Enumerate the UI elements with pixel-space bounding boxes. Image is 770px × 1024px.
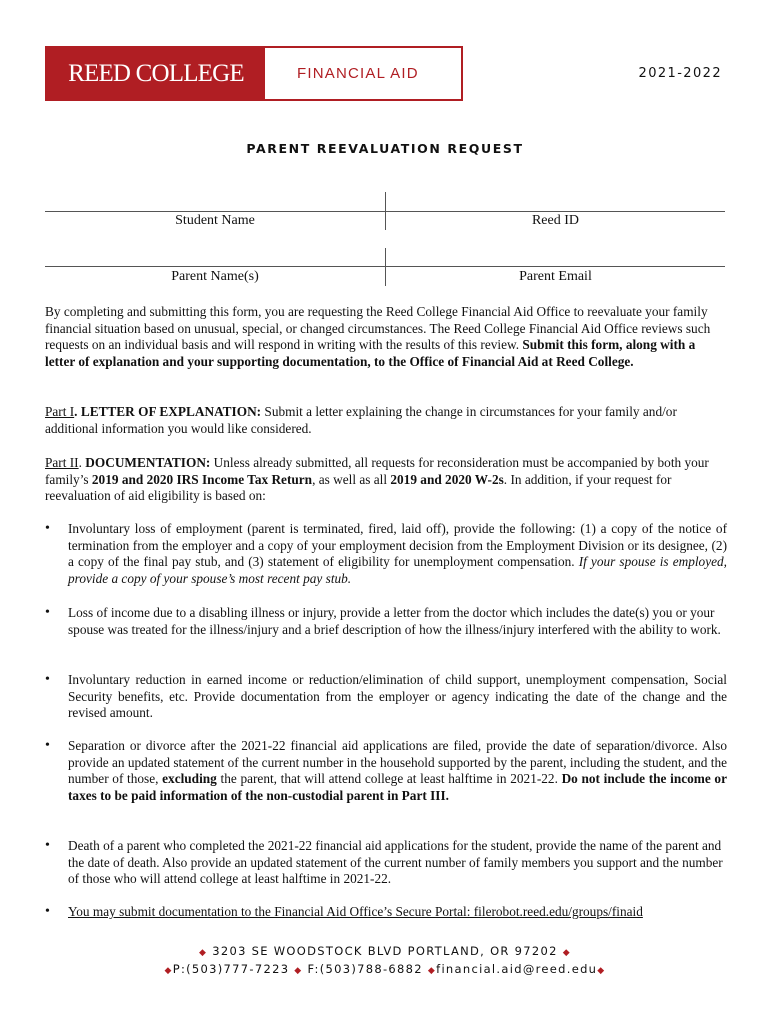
header-banner	[45, 46, 463, 101]
department-label: FINANCIAL AID	[297, 65, 419, 82]
secure-portal-link[interactable]: You may submit documentation to the Financial Aid Office’s Secure Portal: filerobot.reed.edu/groups/finaid	[68, 904, 643, 919]
bullet-icon: •	[45, 605, 50, 620]
part-1-paragraph: Part I. LETTER OF EXPLANATION: Submit a letter explaining the change in circumstances for your family and/or additional information you would like considered.	[45, 404, 677, 436]
bullet-icon: •	[45, 521, 50, 536]
email-link[interactable]: financial.aid@reed.edu	[436, 962, 598, 976]
phone: P:(503)777-7223	[172, 962, 290, 976]
diamond-icon: ◆	[562, 948, 571, 958]
diamond-icon: ◆	[164, 966, 173, 976]
footer-contact-line	[0, 962, 770, 976]
diamond-icon: ◆	[199, 948, 208, 958]
student-name-field[interactable]: Student Name	[175, 213, 255, 228]
reed-college-logo: REED COLLEGE	[47, 48, 265, 99]
academic-year: 2021-2022	[638, 66, 722, 81]
fax: F:(503)788-6882	[307, 962, 423, 976]
part-2-paragraph: Part II. DOCUMENTATION: Unless already submitted, all requests for reconsideration must be accompanied by both your family’s 2019 and 2020 IRS Income Tax Return, as well as all 2019 and 2020 W-2s. In addition, if your request for reevaluation of aid eligibility is based on:	[45, 455, 709, 503]
diamond-icon: ◆	[597, 966, 606, 976]
bullet-icon: •	[45, 672, 50, 687]
diamond-icon: ◆	[427, 966, 437, 976]
bullet-icon: •	[45, 738, 50, 753]
parent-names-field[interactable]: Parent Name(s)	[171, 269, 259, 284]
bullet-icon: •	[45, 904, 50, 919]
reed-id-field[interactable]: Reed ID	[531, 213, 580, 228]
parent-email-field[interactable]: Parent Email	[519, 269, 592, 284]
footer-address-line	[0, 944, 770, 958]
page-title: PARENT REEVALUATION REQUEST	[246, 141, 524, 156]
address: 3203 SE WOODSTOCK BLVD PORTLAND, OR 97202	[212, 944, 558, 958]
diamond-icon: ◆	[294, 966, 303, 976]
intro-paragraph: By completing and submitting this form, you are requesting the Reed College Financial Aid Office to reevaluate your family financial situation based on unusual, special, or changed circumstances. The Reed College Financial Aid Office reviews such requests on an individual basis and will respond in writing with the results of this review. Submit this form, along with a letter of explanation and your supporting documentation, to the Office of Financial Aid at Reed College.	[45, 304, 711, 369]
bullet-icon: •	[45, 838, 50, 853]
